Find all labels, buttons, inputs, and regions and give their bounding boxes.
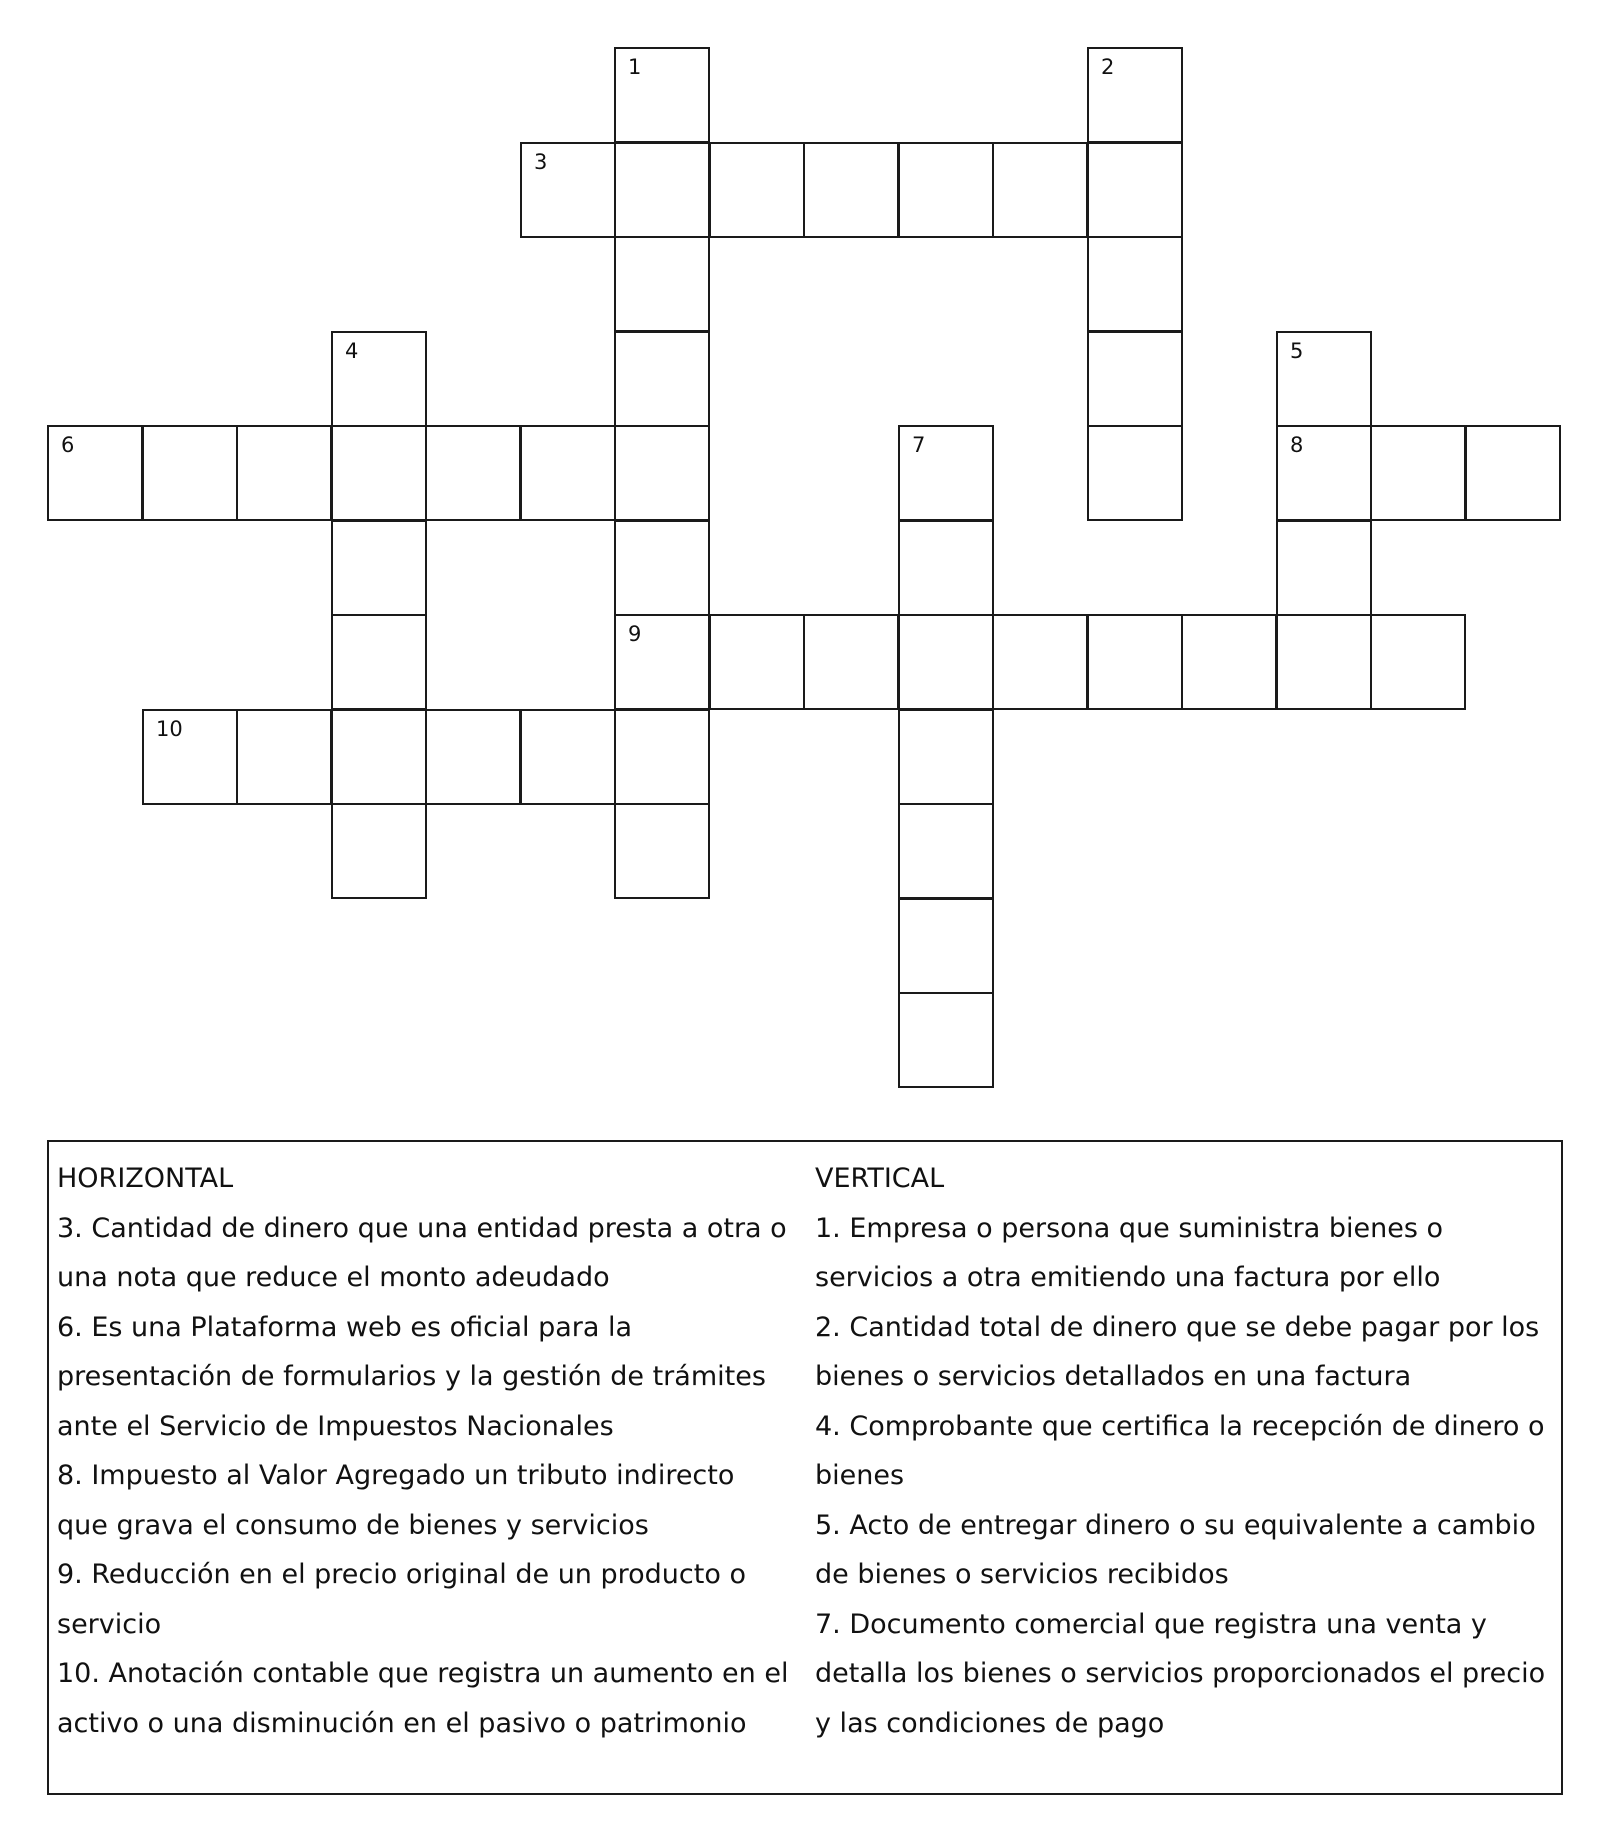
clue-line: 4. Comprobante que certifica la recepción de dinero o bbox=[815, 1410, 1545, 1442]
grid-cell[interactable] bbox=[142, 425, 238, 521]
grid-cell[interactable] bbox=[1276, 520, 1372, 616]
clue-line: de bienes o servicios recibidos bbox=[815, 1559, 1229, 1590]
grid-cell[interactable] bbox=[1276, 614, 1372, 710]
grid-cell[interactable] bbox=[614, 425, 710, 521]
clue-line: ante el Servicio de Impuestos Nacionales bbox=[57, 1410, 614, 1442]
grid-cell[interactable] bbox=[898, 709, 994, 805]
grid-cell[interactable] bbox=[614, 520, 710, 616]
clue-number: 4 bbox=[345, 339, 359, 363]
grid-cell[interactable] bbox=[898, 898, 994, 994]
clue-number: 3 bbox=[534, 150, 548, 174]
grid-cell[interactable] bbox=[331, 331, 427, 427]
grid-cell[interactable] bbox=[1276, 425, 1372, 521]
clue-number: 5 bbox=[1290, 339, 1304, 363]
clue-line: una nota que reduce el monto adeudado bbox=[57, 1262, 610, 1293]
grid-cell[interactable] bbox=[898, 992, 994, 1088]
grid-cell[interactable] bbox=[614, 47, 710, 143]
grid-cell[interactable] bbox=[614, 803, 710, 899]
clue-line: 2. Cantidad total de dinero que se debe pagar por los bbox=[815, 1311, 1540, 1343]
grid-cell[interactable] bbox=[331, 709, 427, 805]
clue-line: bienes o servicios detallados en una factura bbox=[815, 1361, 1412, 1392]
grid-cell[interactable] bbox=[709, 614, 805, 710]
clue-line: detalla los bienes o servicios proporcionados el precio bbox=[815, 1658, 1546, 1689]
grid-cell[interactable] bbox=[236, 425, 332, 521]
grid-cell[interactable] bbox=[992, 614, 1088, 710]
grid-cell[interactable] bbox=[520, 425, 616, 521]
clue-line: 6. Es una Plataforma web es oficial para la bbox=[57, 1311, 633, 1343]
grid-cell[interactable] bbox=[520, 142, 616, 238]
grid-cell[interactable] bbox=[331, 803, 427, 899]
clue-line: presentación de formularios y la gestión de trámites bbox=[57, 1361, 766, 1392]
grid-cell[interactable] bbox=[898, 520, 994, 616]
clue-number: 8 bbox=[1290, 433, 1304, 457]
grid-cell[interactable] bbox=[331, 520, 427, 616]
grid-cell[interactable] bbox=[898, 614, 994, 710]
clue-line: bienes bbox=[815, 1460, 905, 1491]
clue-line: servicio bbox=[57, 1608, 162, 1640]
clue-line: 8. Impuesto al Valor Agregado un tributo indirecto bbox=[57, 1460, 735, 1491]
clue-line: 3. Cantidad de dinero que una entidad presta a otra o bbox=[57, 1212, 787, 1244]
clue-number: 7 bbox=[912, 433, 926, 457]
grid-cell[interactable] bbox=[1276, 331, 1372, 427]
grid-cell[interactable] bbox=[1370, 425, 1466, 521]
clue-number: 9 bbox=[628, 622, 642, 646]
grid-cell[interactable] bbox=[614, 614, 710, 710]
grid-cell[interactable] bbox=[47, 425, 143, 521]
grid-cell[interactable] bbox=[614, 709, 710, 805]
clue-line: activo o una disminución en el pasivo o patrimonio bbox=[57, 1707, 747, 1739]
grid-cell[interactable] bbox=[1087, 614, 1183, 710]
grid-cell[interactable] bbox=[1087, 331, 1183, 427]
grid-cell[interactable] bbox=[898, 425, 994, 521]
clue-line: 7. Documento comercial que registra una venta y bbox=[815, 1608, 1487, 1640]
clue-number: 2 bbox=[1101, 55, 1115, 79]
grid-cell[interactable] bbox=[520, 709, 616, 805]
grid-cell[interactable] bbox=[898, 142, 994, 238]
clue-number: 10 bbox=[156, 717, 183, 741]
clue-line: 10. Anotación contable que registra un aumento en el bbox=[57, 1658, 789, 1689]
grid-cell[interactable] bbox=[992, 142, 1088, 238]
grid-cell[interactable] bbox=[803, 142, 899, 238]
grid-cell[interactable] bbox=[331, 614, 427, 710]
clue-line: 9. Reducción en el precio original de un producto o bbox=[57, 1559, 746, 1590]
grid-cell[interactable] bbox=[1181, 614, 1277, 710]
clue-line: 1. Empresa o persona que suministra bienes o bbox=[815, 1212, 1444, 1244]
clue-line: que grava el consumo de bienes y servicios bbox=[57, 1509, 649, 1541]
vertical-heading: VERTICAL bbox=[815, 1163, 945, 1194]
grid-cell[interactable] bbox=[1370, 614, 1466, 710]
grid-cell[interactable] bbox=[614, 331, 710, 427]
clues-panel bbox=[47, 1140, 1563, 1795]
grid-cell[interactable] bbox=[614, 236, 710, 332]
grid-cell[interactable] bbox=[709, 142, 805, 238]
grid-cell[interactable] bbox=[803, 614, 899, 710]
grid-cell[interactable] bbox=[236, 709, 332, 805]
grid-cell[interactable] bbox=[331, 425, 427, 521]
grid-cell[interactable] bbox=[1087, 47, 1183, 143]
clue-line: servicios a otra emitiendo una factura por ello bbox=[815, 1262, 1441, 1293]
clue-line: 5. Acto de entregar dinero o su equivalente a cambio bbox=[815, 1509, 1536, 1541]
clue-line: y las condiciones de pago bbox=[815, 1707, 1165, 1739]
grid-cell[interactable] bbox=[1465, 425, 1561, 521]
clue-number: 6 bbox=[61, 433, 75, 457]
vertical-clues bbox=[815, 1154, 1560, 1748]
grid-cell[interactable] bbox=[1087, 425, 1183, 521]
grid-cell[interactable] bbox=[142, 709, 238, 805]
clue-number: 1 bbox=[628, 55, 642, 79]
horizontal-clues bbox=[57, 1154, 802, 1748]
grid-cell[interactable] bbox=[898, 803, 994, 899]
grid-cell[interactable] bbox=[1087, 142, 1183, 238]
horizontal-heading: HORIZONTAL bbox=[57, 1163, 234, 1194]
grid-cell[interactable] bbox=[1087, 236, 1183, 332]
grid-cell[interactable] bbox=[425, 709, 521, 805]
grid-cell[interactable] bbox=[614, 142, 710, 238]
grid-cell[interactable] bbox=[425, 425, 521, 521]
